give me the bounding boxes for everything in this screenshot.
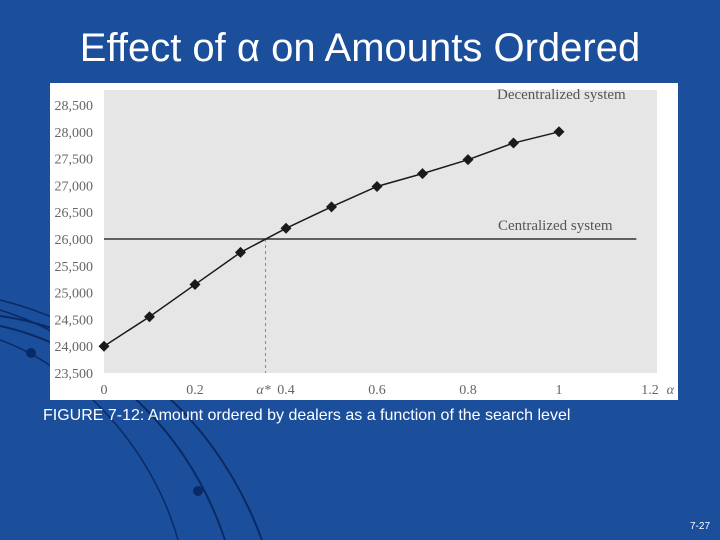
- swoosh-dot-top: [26, 348, 36, 358]
- chart-panel: [50, 83, 678, 400]
- x-axis-label: α: [666, 383, 674, 398]
- y-tick-label: 28,500: [54, 99, 93, 114]
- line-chart: [50, 83, 678, 400]
- decentralized-system-label: Decentralized system: [497, 87, 626, 103]
- centralized-system-label: Centralized system: [498, 218, 613, 234]
- y-tick-label: 23,500: [54, 367, 93, 382]
- swoosh-dot-bottom: [193, 486, 203, 496]
- x-tick-label: 1.2: [641, 383, 659, 398]
- x-tick-label: 0.8: [459, 383, 477, 398]
- y-tick-label: 24,000: [54, 340, 93, 356]
- y-tick-label: 27,500: [54, 152, 93, 168]
- y-tick-label: 24,500: [54, 313, 93, 329]
- x-tick-label: 0.6: [368, 383, 386, 398]
- y-tick-label: 28,000: [54, 125, 93, 141]
- x-tick-label: 1: [555, 383, 563, 398]
- y-tick-label: 25,000: [54, 286, 93, 302]
- x-axis-ticks: [101, 383, 675, 398]
- x-tick-label: 0: [100, 383, 108, 398]
- x-tick-label: 0.4: [277, 383, 295, 398]
- y-tick-label: 26,000: [54, 233, 93, 248]
- y-tick-label: 25,500: [54, 259, 93, 275]
- y-tick-label: 27,000: [54, 179, 93, 195]
- slide-title: Effect of α on Amounts Ordered: [79, 26, 641, 70]
- alpha-star-label: α*: [256, 383, 271, 398]
- y-axis-ticks: [55, 99, 94, 382]
- x-tick-label: 0.2: [186, 383, 204, 398]
- figure-caption: FIGURE 7-12: Amount ordered by dealers as a function of the search level: [43, 407, 571, 424]
- slide-number: 7-27: [689, 521, 710, 532]
- y-tick-label: 26,500: [54, 206, 93, 222]
